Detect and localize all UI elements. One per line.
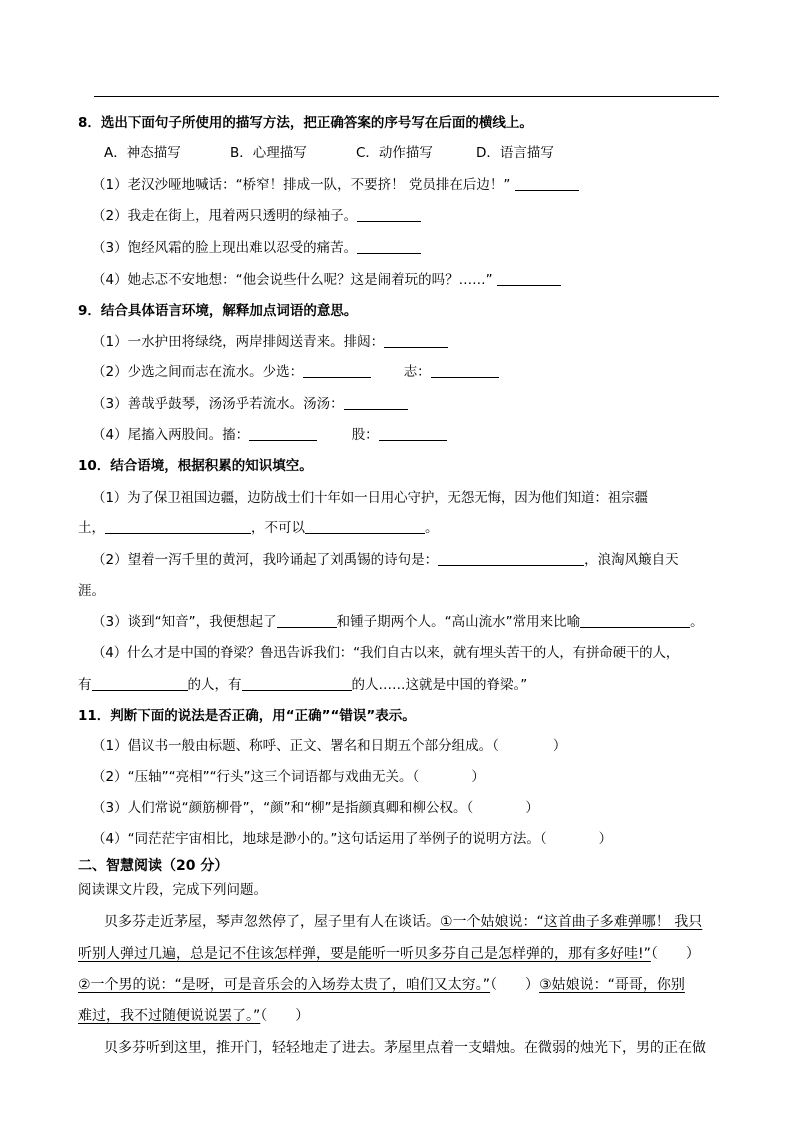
- q10-item-3-text-b: 和锺子期两个人。“高山流水”常用来比喻: [336, 614, 581, 630]
- q9-item-2-text-b: 志：: [403, 364, 431, 380]
- q10-item-2-blank[interactable]: [438, 551, 584, 566]
- q8-option-d: D．语言描写: [476, 145, 554, 161]
- q11-item-2-text: （2）“压轴”“亮相”“行头”这三个词语都与戏曲无关。（: [92, 769, 420, 785]
- q9-item-1-blank[interactable]: [384, 333, 448, 348]
- passage-sentence-3-underlined: ③姑娘说：“哥哥，你别: [539, 977, 685, 993]
- passage-answer-paren-2[interactable]: （ ）: [490, 977, 540, 993]
- q9-item-3-blank[interactable]: [344, 395, 408, 410]
- q8-option-b: B．心理描写: [230, 145, 307, 161]
- q10-item-3: [92, 612, 704, 632]
- q11-item-3: [92, 798, 539, 818]
- passage-line-3: [78, 975, 685, 995]
- q10-item-4-line-1: （4）什么才是中国的脊梁？鲁迅告诉我们：“我们自古以来，就有埋头苦干的人，有拼命硬干的人，: [92, 645, 680, 661]
- q8-item-2-blank[interactable]: [357, 207, 421, 222]
- q9-item-4-text-b: 股：: [351, 427, 379, 443]
- q10-item-1-line-2: [78, 518, 439, 538]
- passage-sentence-1-underlined: ①一个姑娘说：“这首曲子多难弹哪！ 我只: [440, 914, 703, 930]
- q11-item-4-text: （4）“同茫茫宇宙相比，地球是渺小的。”这句话运用了举例子的说明方法。（: [92, 831, 547, 847]
- q11-item-3-text: （3）人们常说“颜筋柳骨”，“颜”和“柳”是指颜真卿和柳公权。（: [92, 800, 474, 816]
- passage-answer-paren-1[interactable]: （ ）: [650, 946, 700, 962]
- q8-option-c: C．动作描写: [356, 145, 433, 161]
- q9-item-2-text: （2）少选之间而志在流水。少选：: [92, 364, 304, 380]
- q9-item-4: [92, 425, 447, 445]
- q8-item-1-blank[interactable]: [515, 176, 579, 191]
- passage-line-1-text: 贝多芬走近茅屋，琴声忽然停了，屋子里有人在谈话。: [104, 914, 440, 930]
- q11-item-4: [92, 829, 612, 849]
- q9-item-1-text: （1）一水护田将绿绕，两岸排闼送青来。排闼：: [92, 334, 385, 350]
- q10-stem: 10．结合语境，根据积累的知识填空。: [78, 458, 313, 474]
- q8-item-2-text: （2）我走在街上，甩着两只透明的绿袖子。: [92, 208, 358, 224]
- q8-item-4-blank[interactable]: [497, 271, 561, 286]
- q11-item-1-text: （1）倡议书一般由标题、称呼、正文、署名和日期五个部分组成。（: [92, 738, 499, 754]
- q8-item-1: [92, 175, 579, 195]
- q9-item-2-blank-a[interactable]: [303, 363, 371, 378]
- passage-line-1: [104, 912, 702, 932]
- q10-item-2-text-b: ，浪淘风簸自天: [584, 552, 679, 568]
- q10-item-4-blank-a[interactable]: [92, 676, 188, 691]
- q10-item-2-text-a: （2）望着一泻千里的黄河，我吟诵起了刘禹锡的诗句是：: [92, 552, 439, 568]
- q8-item-3-text: （3）饱经风霜的脸上现出难以忍受的痛苦。: [92, 240, 358, 256]
- q8-item-4: [92, 270, 561, 290]
- q8-item-4-text: （4）她忐忑不安地想：“他会说些什么呢？这是闹着玩的吗？……”: [92, 272, 493, 288]
- q9-item-2: [92, 362, 499, 382]
- passage-line-4: [78, 1006, 309, 1026]
- q10-item-1-blank-a[interactable]: [105, 519, 251, 534]
- q10-item-1-line-1: （1）为了保卫祖国边疆，边防战士们十年如一日用心守护，无怨无悔，因为他们知道：祖宗疆: [92, 490, 648, 506]
- q11-item-3-close: ）: [525, 800, 539, 816]
- q8-stem: 8．选出下面句子所使用的描写方法，把正确答案的序号写在后面的横线上。: [78, 115, 533, 131]
- passage-line-2: [78, 944, 700, 964]
- passage-sentence-2-underlined: ②一个男的说：“是呀，可是音乐会的入场券太贵了，咱们又太穷。”: [78, 977, 491, 993]
- q10-item-4-line-2: [78, 675, 527, 695]
- passage-answer-paren-3[interactable]: （ ）: [260, 1008, 310, 1024]
- section-2-title: 二、智慧阅读（20 分）: [78, 858, 229, 874]
- q10-item-2-line-2: 涯。: [78, 583, 105, 599]
- q10-item-4-text-a: 有: [78, 677, 92, 693]
- q10-item-2-line-1: [92, 550, 679, 570]
- q11-item-1: [92, 736, 566, 756]
- passage-sentence-1-underlined-cont: 听别人弹过几遍，总是记不住该怎样弹，要是能听一听贝多芬自己是怎样弹的，那有多好哇!”: [78, 946, 651, 962]
- q10-item-4-text-c: 的人……这就是中国的脊梁。”: [351, 677, 528, 693]
- q11-item-2: [92, 767, 485, 787]
- q8-item-3: [92, 238, 421, 258]
- q10-item-3-text-a: （3）谈到“知音”，我便想起了: [92, 614, 277, 630]
- passage-sentence-3-underlined-cont: 难过，我不过随便说说罢了。”: [78, 1008, 261, 1024]
- q10-item-3-text-c: 。: [690, 614, 704, 630]
- section-2-instruction: 阅读课文片段，完成下列问题。: [78, 882, 267, 898]
- q9-item-4-text: （4）尾搐入两股间。搐：: [92, 427, 250, 443]
- q8-item-2: [92, 206, 421, 226]
- q9-item-1: [92, 332, 448, 352]
- q9-item-3-text: （3）善哉乎鼓琴，汤汤乎若流水。汤汤：: [92, 396, 344, 412]
- q10-item-4-text-b: 的人，有: [187, 677, 242, 693]
- q10-item-4-blank-b[interactable]: [242, 676, 352, 691]
- q9-item-2-blank-b[interactable]: [431, 363, 499, 378]
- q11-stem: 11．判断下面的说法是否正确，用“正确”“错误”表示。: [78, 708, 416, 724]
- q8-option-a: A．神态描写: [104, 145, 181, 161]
- passage-line-5: 贝多芬听到这里，推开门，轻轻地走了进去。茅屋里点着一支蜡烛。在微弱的烛光下，男的正在做: [104, 1040, 706, 1056]
- q10-item-1-blank-b[interactable]: [305, 519, 425, 534]
- q9-item-3: [92, 394, 408, 414]
- q11-item-1-close: ）: [552, 738, 567, 754]
- q11-item-4-close: ）: [598, 831, 613, 847]
- q11-item-2-close: ）: [471, 769, 485, 785]
- q8-item-3-blank[interactable]: [357, 239, 421, 254]
- q9-item-4-blank-a[interactable]: [249, 426, 317, 441]
- q8-options: [104, 143, 554, 163]
- q10-item-1-text-c: 。: [425, 520, 439, 536]
- q9-item-4-blank-b[interactable]: [379, 426, 447, 441]
- q10-item-3-blank-a[interactable]: [277, 613, 337, 628]
- q10-item-3-blank-b[interactable]: [580, 613, 690, 628]
- q10-item-1-text-b: ，不可以: [251, 520, 305, 536]
- top-answer-line: [94, 96, 719, 97]
- q9-stem: 9．结合具体语言环境，解释加点词语的意思。: [78, 303, 358, 319]
- q8-item-1-text: （1）老汉沙哑地喊话：“桥窄！排成一队，不要挤！ 党员排在后边！”: [92, 177, 511, 193]
- q10-item-1-text-a: 土，: [78, 520, 105, 536]
